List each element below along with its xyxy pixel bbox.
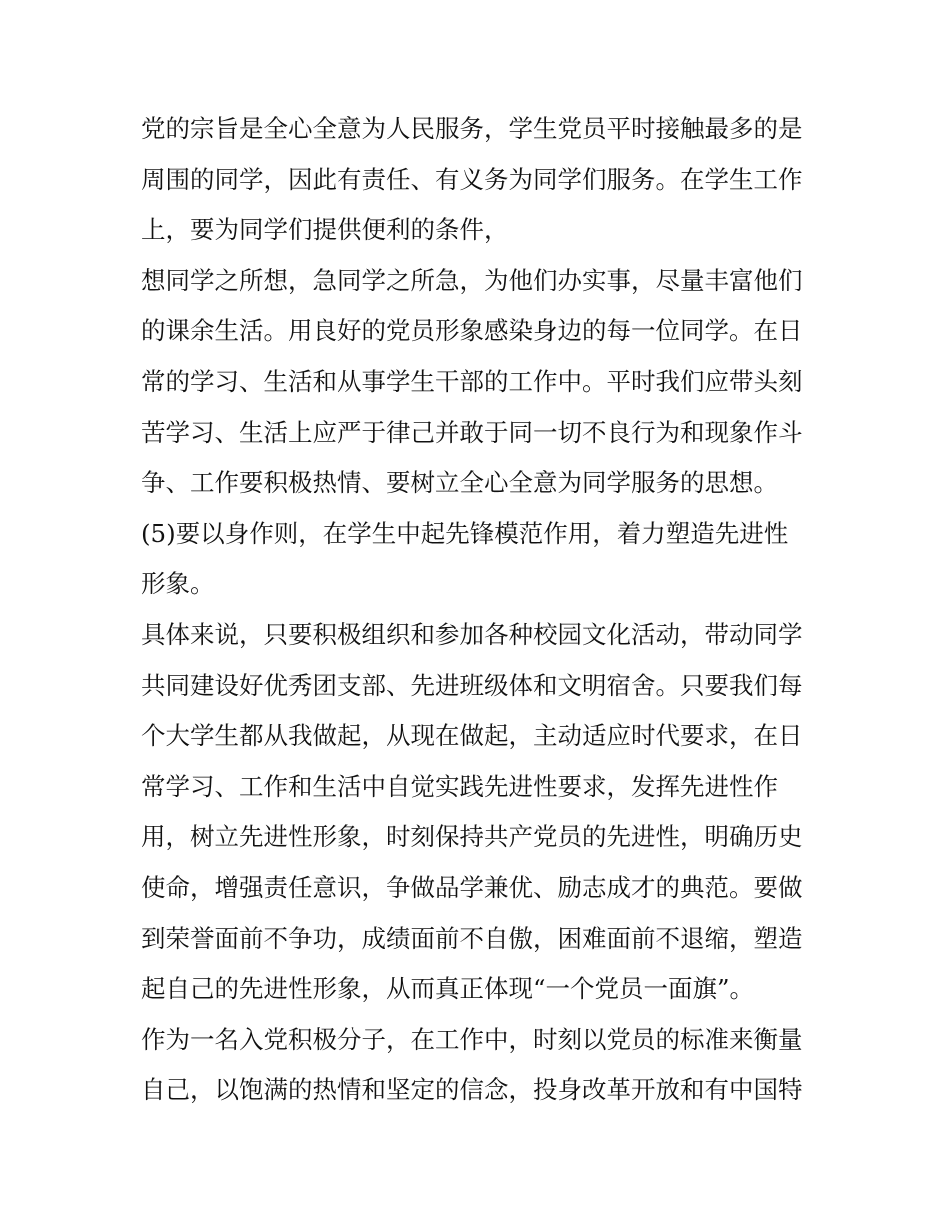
text-line: 共同建设好优秀团支部、先进班级体和文明宿舍。只要我们每 <box>141 670 803 700</box>
text-line: 到荣誉面前不争功，成绩面前不自傲，困难面前不退缩，塑造 <box>141 923 803 953</box>
text-line: 党的宗旨是全心全意为人民服务，学生党员平时接触最多的是 <box>141 114 803 143</box>
text-line: 起自己的先进性形象，从而真正体现“一个党员一面旗”。 <box>141 974 755 1004</box>
text-line: 用，树立先进性形象，时刻保持共产党员的先进性，明确历史 <box>141 822 803 852</box>
text-line: 使命，增强责任意识，争做品学兼优、励志成才的典范。要做 <box>141 872 803 902</box>
text-line: 具体来说，只要积极组织和参加各种校园文化活动，带动同学 <box>141 619 803 649</box>
document-body <box>141 104 821 1116</box>
text-line: 的课余生活。用良好的党员形象感染身边的每一位同学。在日 <box>141 316 803 346</box>
text-line: 争、工作要积极热情、要树立全心全意为同学服务的思想。 <box>141 468 778 498</box>
text-line: (5)要以身作则，在学生中起先锋模范作用，着力塑造先进性 <box>141 518 789 548</box>
text-line: 常的学习、生活和从事学生干部的工作中。平时我们应带头刻 <box>141 366 803 396</box>
text-line: 自己，以饱满的热情和坚定的信念，投身改革开放和有中国特 <box>141 1075 803 1105</box>
text-line: 形象。 <box>141 569 215 599</box>
text-line: 常学习、工作和生活中自觉实践先进性要求，发挥先进性作 <box>141 771 778 801</box>
text-line: 想同学之所想，急同学之所急，为他们办实事，尽量丰富他们 <box>141 265 803 295</box>
text-line: 作为一名入党积极分子，在工作中，时刻以党员的标准来衡量 <box>141 1024 803 1054</box>
text-line: 苦学习、生活上应严于律己并敢于同一切不良行为和现象作斗 <box>141 417 803 447</box>
text-line: 上，要为同学们提供便利的条件， <box>141 215 509 245</box>
text-line: 个大学生都从我做起，从现在做起，主动适应时代要求，在日 <box>141 721 803 751</box>
text-line: 周围的同学，因此有责任、有义务为同学们服务。在学生工作 <box>141 164 803 194</box>
